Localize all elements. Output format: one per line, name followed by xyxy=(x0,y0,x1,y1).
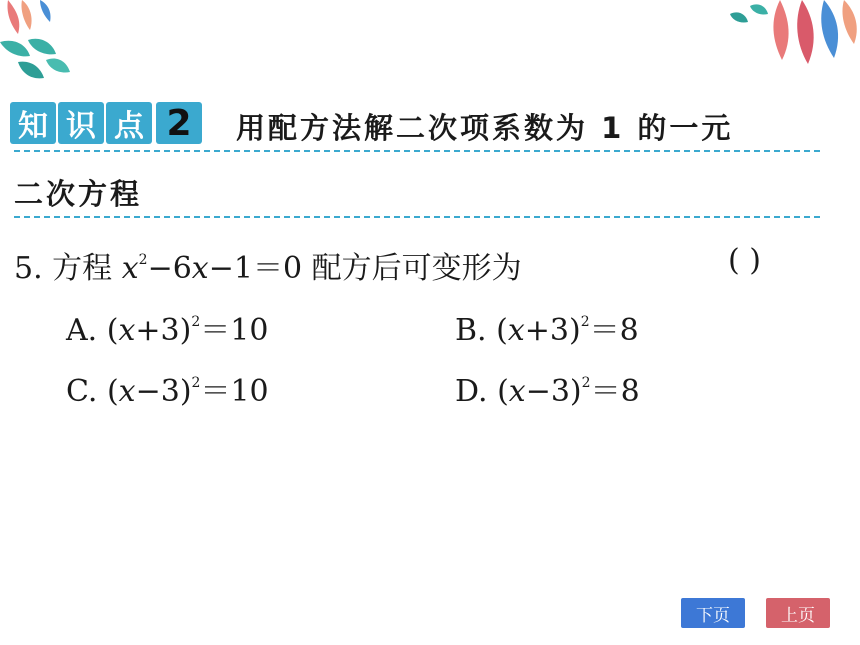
leaf-decoration-icon xyxy=(720,0,860,80)
option-label: B. xyxy=(455,313,487,348)
knowledge-point-badge xyxy=(10,102,202,146)
knowledge-point-title-cont: 二次方程 xyxy=(14,177,143,211)
question-number: 5. xyxy=(14,251,43,286)
option-sign: − xyxy=(525,374,551,409)
next-page-button[interactable]: 下页 xyxy=(681,598,745,628)
badge-char: 识 xyxy=(58,102,104,144)
divider xyxy=(14,216,820,218)
previous-page-button[interactable]: 上页 xyxy=(766,598,830,628)
divider xyxy=(14,150,820,152)
knowledge-point-header xyxy=(10,100,822,150)
answer-blank: ( ) xyxy=(728,243,761,278)
option-c[interactable]: C. $(x-3)^2=10$ xyxy=(66,374,269,409)
option-label: C. xyxy=(66,374,98,409)
option-sign: + xyxy=(135,313,161,348)
question-stem xyxy=(14,243,522,287)
option-label: A. xyxy=(66,313,98,348)
option-rhs: 10 xyxy=(230,313,269,348)
badge-number: 2 xyxy=(156,102,202,144)
option-rhs: 10 xyxy=(230,374,269,409)
option-sign: + xyxy=(524,313,550,348)
option-a[interactable]: A. $(x+3)^2=10$ xyxy=(66,313,269,348)
option-rhs: 8 xyxy=(619,313,639,348)
option-b[interactable]: B. $(x+3)^2=8$ xyxy=(455,313,639,348)
option-sign: − xyxy=(135,374,161,409)
knowledge-point-title: 用配方法解二次项系数为 1 的一元 xyxy=(236,111,734,145)
question-equation: $x^2-6x-1=0$ xyxy=(121,251,303,286)
leaf-decoration-icon xyxy=(0,0,90,90)
option-label: D. xyxy=(455,374,488,409)
question-text-after: 配方后可变形为 xyxy=(311,251,522,286)
option-d[interactable]: D. $(x-3)^2=8$ xyxy=(455,374,640,409)
question-text-before: 方程 xyxy=(52,251,113,286)
badge-char: 点 xyxy=(106,102,152,144)
badge-char: 知 xyxy=(10,102,56,144)
option-rhs: 8 xyxy=(620,374,640,409)
